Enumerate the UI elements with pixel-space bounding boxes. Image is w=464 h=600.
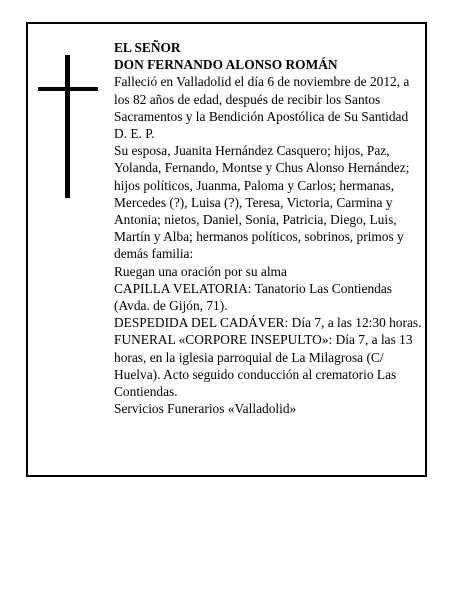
- family-paragraph: Su esposa, Juanita Hernández Casquero; hijos, Paz, Yolanda, Fernando, Montse y Chus Alonso Hernández; hijos políticos, Juanma, Paloma y Carlos; hermanas, Mercedes (?), Luisa (?), Teresa, Victoria, Carmina y Antonia; nietos, Daniel, Sonia, Patricia, Diego, Luis, Martín y Alba; hermanos políticos, sobrinos, primos y demás familia:: [114, 143, 410, 262]
- obituary-notice-frame: [26, 22, 427, 477]
- cross-horizontal-bar: [38, 87, 98, 91]
- farewell-paragraph: DESPEDIDA DEL CADÁVER: Día 7, a las 12:30 horas.: [114, 315, 422, 331]
- cross-icon: [38, 55, 98, 198]
- funeral-paragraph: FUNERAL «CORPORE INSEPULTO»: Día 7, a las 13 horas, en la iglesia parroquial de La Milagrosa (C/ Huelva). Acto seguido conducción al crematorio Las Contiendas.: [114, 332, 413, 400]
- death-paragraph: Falleció en Valladolid el día 6 de noviembre de 2012, a los 82 años de edad, después de recibir los Santos Sacramentos y la Bendición Apostólica de Su Santidad D. E. P.: [114, 74, 410, 142]
- wake-paragraph: CAPILLA VELATORIA: Tanatorio Las Contiendas (Avda. de Gijón, 71).: [114, 280, 393, 314]
- title-line: EL SEÑOR: [114, 40, 181, 55]
- deceased-name: DON FERNANDO ALONSO ROMÁN: [114, 57, 338, 73]
- obituary-text: [114, 39, 422, 417]
- cross-vertical-bar: [65, 55, 70, 198]
- prayer-line: Ruegan una oración por su alma: [114, 263, 287, 279]
- services-line: Servicios Funerarios «Valladolid»: [114, 401, 297, 417]
